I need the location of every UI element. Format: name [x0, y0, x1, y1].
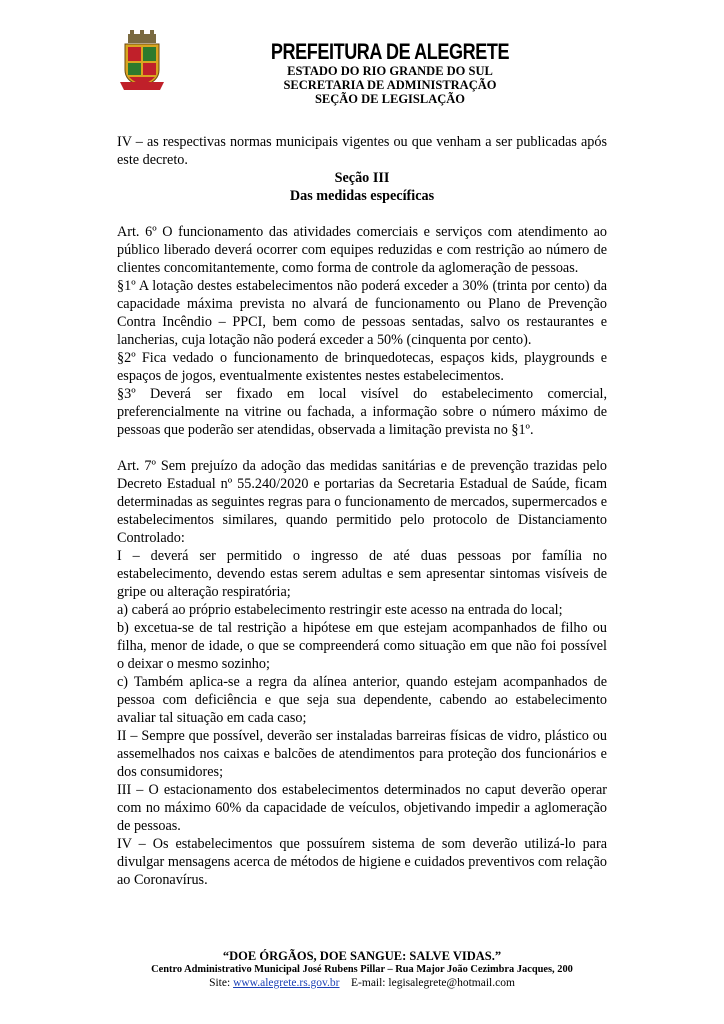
email-label: E-mail: [351, 977, 389, 989]
footer [100, 949, 624, 990]
email-address: legisalegrete@hotmail.com [388, 977, 515, 989]
footer-contact [100, 976, 624, 990]
spacer [117, 205, 607, 223]
letterhead-state: ESTADO DO RIO GRANDE DO SUL [287, 64, 493, 78]
paragraph-intro: IV – as respectivas normas municipais vigentes ou que venham a ser publicadas após este decreto. [117, 134, 607, 168]
site-label: Site: [209, 977, 234, 989]
article-7-item-b: b) excetua-se de tal restrição a hipótese em que estejam acompanhados de filho ou filha, menor de idade, o que se compreenderá como situação em que não foi possível o deixar o mesmo sozinho; [117, 620, 607, 672]
letterhead-section: SEÇÃO DE LEGISLAÇÃO [314, 92, 466, 106]
decree-body [117, 133, 607, 889]
letterhead [180, 40, 600, 106]
spacer [117, 439, 607, 457]
article-6-paragraph-2: §2º Fica vedado o funcionamento de brinquedotecas, espaços kids, playgrounds e espaços de jogos, eventualmente existentes nestes estabelecimentos. [117, 350, 607, 384]
article-7-item-iii: III – O estacionamento dos estabelecimentos determinados no caput deverão operar com no máximo 60% da capacidade de veículos, objetivando impedir a aglomeração de pessoas. [117, 782, 607, 834]
site-link[interactable]: www.alegrete.rs.gov.br [233, 977, 340, 989]
article-6-paragraph-1: §1º A lotação destes estabelecimentos não poderá exceder a 30% (trinta por cento) da capacidade máxima prevista no alvará de funcionamento ou Plano de Prevenção Contra Incêndio – PPCI, bem como de pessoas sentadas, salvo os restaurantes e lancherias, cuja lotação não poderá exceder a 50% (cinquenta por cento). [117, 278, 607, 348]
footer-slogan: “DOE ÓRGÃOS, DOE SANGUE: SALVE VIDAS.” [222, 949, 502, 963]
article-6: Art. 6º O funcionamento das atividades comerciais e serviços com atendimento ao público liberado deverá ocorrer com equipes reduzidas e com restrição ao número de clientes concomitantemente, como forma de controle da aglomeração de pessoas. [117, 224, 607, 276]
article-7-item-c: c) Também aplica-se a regra da alínea anterior, quando estejam acompanhados de pessoa com deficiência e que seja sua dependente, cabendo ao estabelecimento avaliar tal situação em cada caso; [117, 674, 607, 726]
footer-address: Centro Administrativo Municipal José Rubens Pillar – Rua Major João Cezimbra Jacques, 200 [151, 964, 573, 975]
letterhead-title: PREFEITURA DE ALEGRETE [270, 39, 510, 64]
article-7-item-i: I – deverá ser permitido o ingresso de até duas pessoas por família no estabelecimento, devendo estas serem adultas e sem apresentar sintomas visíveis de gripe ou alteração respiratória; [117, 548, 607, 600]
article-7-item-iv: IV – Os estabelecimentos que possuírem sistema de som deverão utilizá-lo para divulgar mensagens acerca de métodos de higiene e cuidados preventivos com relação ao Coronavírus. [117, 836, 607, 888]
article-7-item-a: a) caberá ao próprio estabelecimento restringir este acesso na entrada do local; [117, 602, 563, 618]
city-coat-of-arms-icon [120, 30, 164, 92]
article-6-paragraph-3: §3º Deverá ser fixado em local visível do estabelecimento comercial, preferencialmente na vitrine ou fachada, a informação sobre o número máximo de pessoas que poderão ser atendidas, observada a limitação prevista no §1º. [117, 386, 607, 438]
section-title: Seção III [334, 170, 390, 186]
letterhead-secretariat: SECRETARIA DE ADMINISTRAÇÃO [283, 78, 497, 92]
article-7: Art. 7º Sem prejuízo da adoção das medidas sanitárias e de prevenção trazidas pelo Decreto Estadual nº 55.240/2020 e portarias da Secretaria Estadual de Saúde, ficam determinadas as seguintes regras para o funcionamento de mercados, supermercados e estabelecimentos similares, quando permitido pelo protocolo de Distanciamento Controlado: [117, 458, 607, 546]
article-7-item-ii: II – Sempre que possível, deverão ser instaladas barreiras físicas de vidro, plástico ou assemelhados nos caixas e balcões de atendimentos para proteção dos funcionários e dos consumidores; [117, 728, 607, 780]
section-subtitle: Das medidas específicas [289, 188, 435, 204]
